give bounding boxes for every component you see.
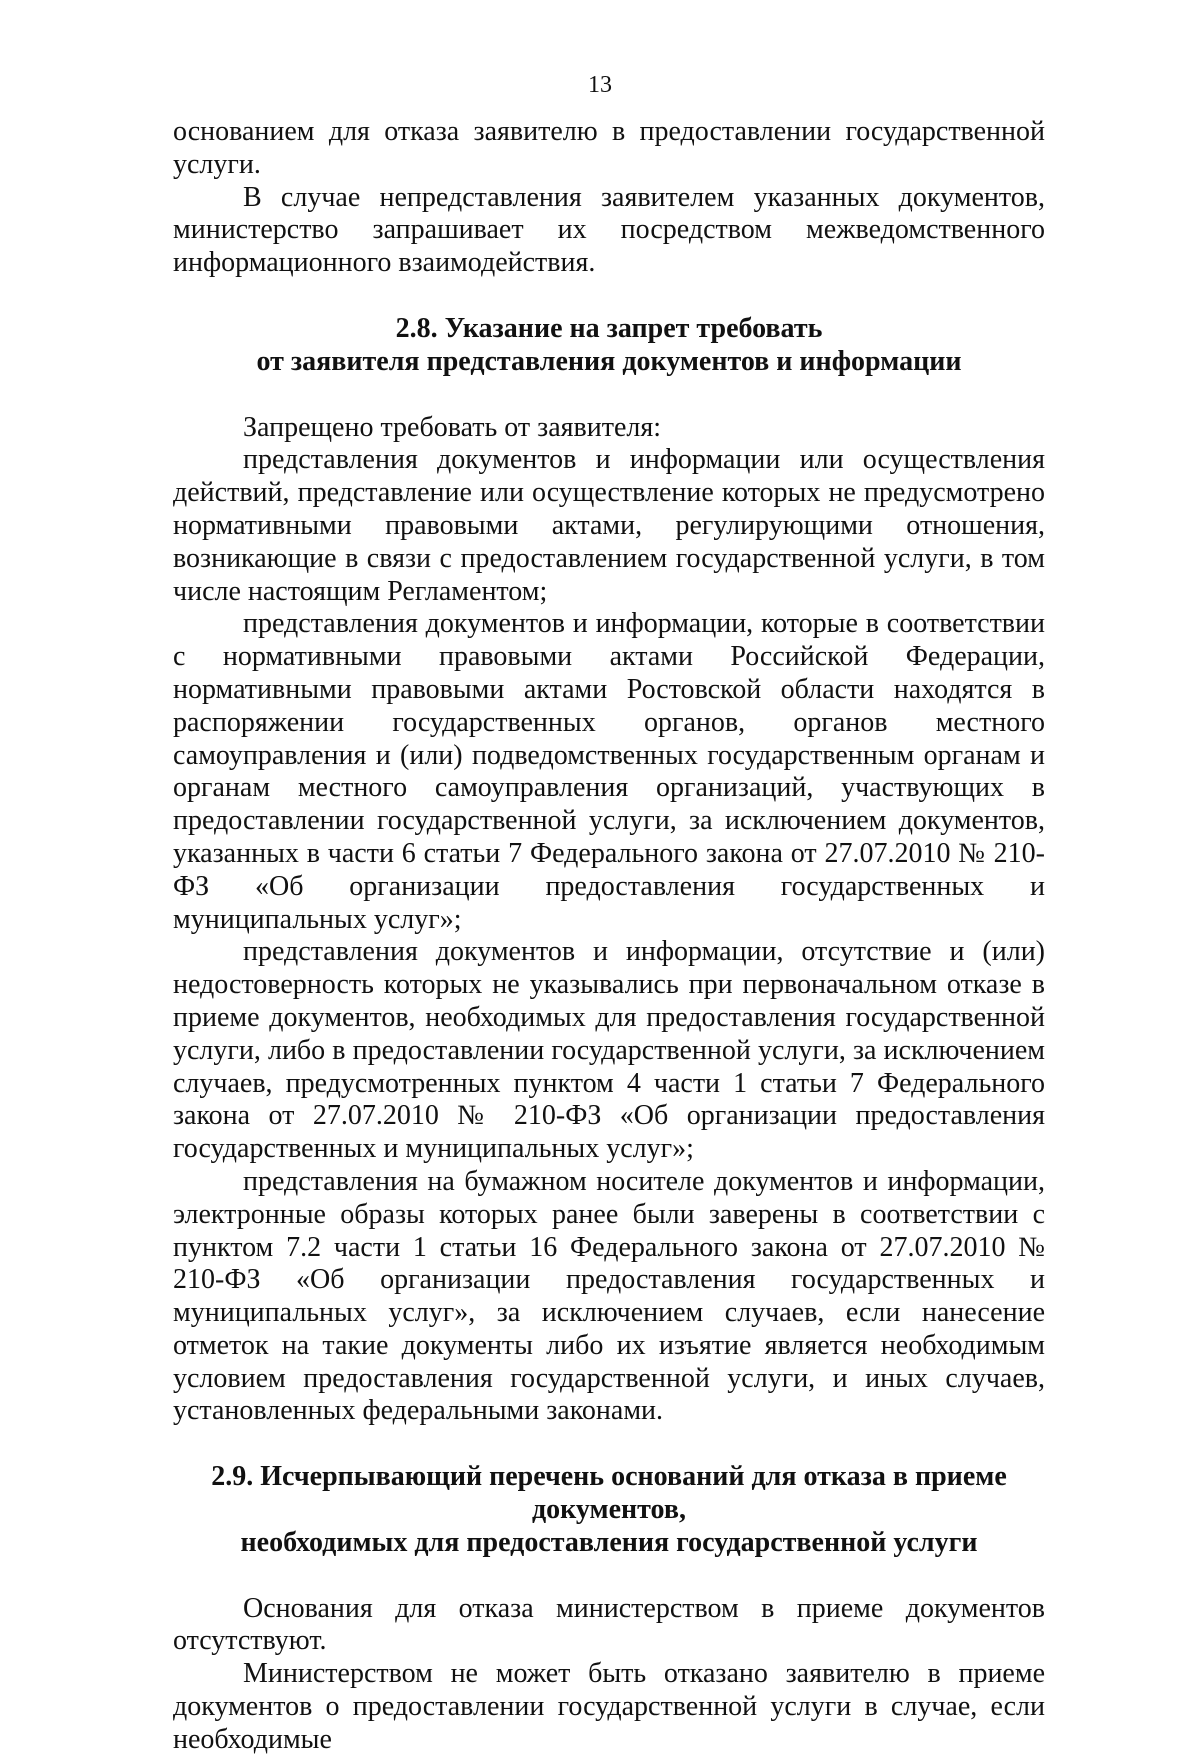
paragraph-cannot-refuse: Министерством не может быть отказано заявителю в приеме документов о предоставлении государственной услуги в случае, если необходимые — [173, 1658, 1045, 1755]
paragraph-no-grounds: Основания для отказа министерством в приеме документов отсутствуют. — [173, 1592, 1045, 1657]
paragraph-prohibition-item-1: представления документов и информации или осуществления действий, представление или осуществление которых не предусмотрено нормативными правовыми актами, регулирующими отношения, возникающие в связи с предоставлением государственной услуги, в том числе настоящим Регламентом; — [173, 444, 1045, 607]
section-heading-2-8 — [173, 313, 1045, 379]
section-heading-2-8-line2: от заявителя представления документов и информации — [256, 345, 962, 377]
paragraph-prohibition-item-2: представления документов и информации, которые в соответствии с нормативными правовыми актами Российской Федерации, нормативными правовыми актами Ростовской области находятся в распоряжении государственных органов, органов местного самоуправления и (или) подведомственных государственным органам и органам местного самоуправления организаций, участвующих в предоставлении государственной услуги, за исключением документов, указанных в части 6 статьи 7 Федерального закона от 27.07.2010 № 210-ФЗ «Об организации предоставления государственных и муниципальных услуг»; — [173, 608, 1045, 935]
section-heading-2-8-line1: 2.8. Указание на запрет требовать — [395, 312, 823, 344]
section-2-9-body — [173, 1593, 1045, 1757]
paragraph-continuation: основанием для отказа заявителю в предоставлении государственной услуги. — [173, 116, 1045, 180]
section-heading-2-9 — [173, 1461, 1045, 1559]
section-heading-2-9-line1: 2.9. Исчерпывающий перечень оснований для отказа в приеме документов, — [211, 1461, 1007, 1526]
section-heading-2-9-line2: необходимых для предоставления государственной услуги — [240, 1526, 978, 1558]
section-2-8-body — [173, 412, 1045, 1429]
paragraph-prohibition-item-4: представления на бумажном носителе документов и информации, электронные образы которых ранее были заверены в соответствии с пунктом 7.2 части 1 статьи 16 Федерального закона от 27.07.2010 № 210-ФЗ «Об организации предоставления государственных и муниципальных услуг», за исключением случаев, если нанесение отметок на такие документы либо их изъятие является необходимым условием предоставления государственной услуги, и иных случаев, установленных федеральными законами. — [173, 1165, 1045, 1427]
page-content — [173, 116, 1045, 1757]
paragraph-interagency-request: В случае непредставления заявителем указанных документов, министерство запрашивает их посредством межведомственного информационного взаимодействия. — [173, 181, 1045, 279]
paragraph-prohibition-intro: Запрещено требовать от заявителя: — [243, 411, 662, 443]
page-number: 13 — [588, 72, 612, 98]
paragraph-prohibition-item-3: представления документов и информации, отсутствие и (или) недостоверность которых не указывались при первоначальном отказе в приеме документов, необходимых для предоставления государственной услуги, либо в предоставлении государственной услуги, за исключением случаев, предусмотренных пунктом 4 части 1 статьи 7 Федерального закона от 27.07.2010 № 210-ФЗ «Об организации предоставления государственных и муниципальных услуг»; — [173, 936, 1045, 1165]
